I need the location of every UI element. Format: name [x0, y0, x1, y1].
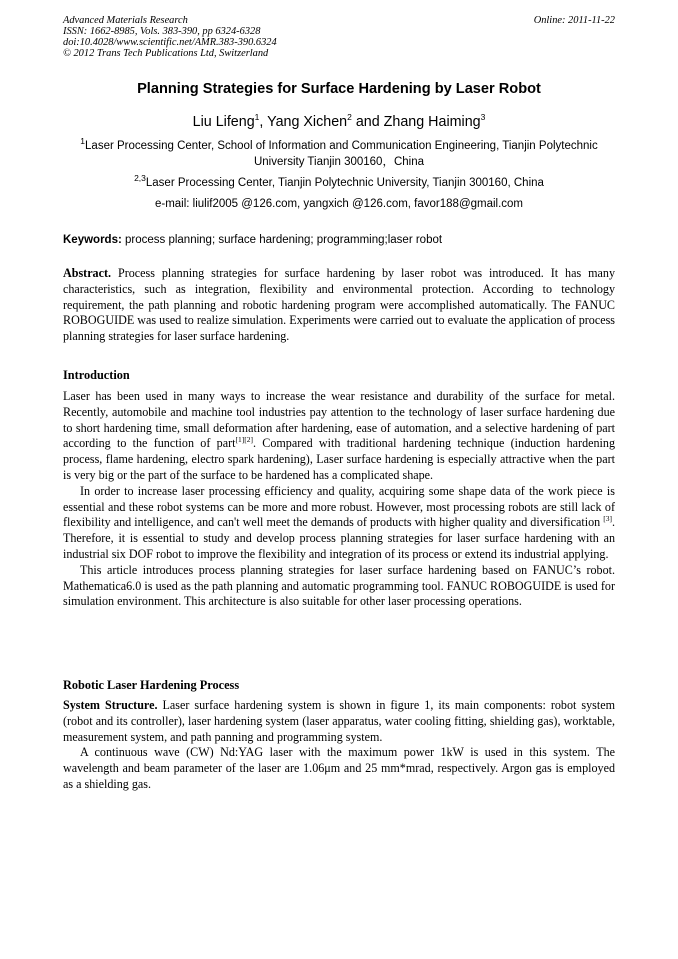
affiliation-1 [80, 138, 598, 170]
abstract-paragraph [63, 266, 615, 345]
paragraph-text: In order to increase laser processing efficiency and quality, acquiring some shape data of the work piece is essential and these robot systems can be more and more robust. However, most processing robots are still lack of flexibility and intelligence, and can't well meet the demands of products with higher quality and diversification [63, 483, 615, 530]
robotic-process-body [63, 698, 615, 793]
paragraph [63, 484, 615, 563]
abstract-text: Process planning strategies for surface hardening by laser robot was introduced. It has many characteristics, such as integration, flexibility and environmental protection. According to technology requirement, the path planning and robotic hardening program were accomplished automatically. The FANUC ROBOGUIDE was used to realize simulation. Experiments were carried out to evaluate the application of process planning strategies for laser surface hardening. [63, 266, 615, 344]
paragraph-text: Laser has been used in many ways to increase the wear resistance and durability of the surface for metal. Recently, automobile and machine tool industries pay attention to the technology of laser surface hardening due to short hardening time, small deformation after hardening, ease of automation, and a selective hardening of part according to the function of part [63, 389, 615, 451]
issn-line: ISSN: 1662-8985, Vols. 383-390, pp 6324-6328 [63, 26, 261, 38]
author-superscript: 2 [347, 112, 352, 123]
author-name: Yang Xichen [267, 114, 348, 130]
abstract-label: Abstract. [63, 266, 112, 280]
paragraph [63, 389, 615, 484]
keywords-text: process planning; surface hardening; programming;laser robot [121, 234, 443, 246]
section-heading-robotic-process: Robotic Laser Hardening Process [63, 678, 240, 692]
journal-name: Advanced Materials Research [63, 15, 188, 26]
author-and: and [351, 114, 384, 130]
affiliation-2 [80, 175, 598, 191]
affiliation-superscript: 2,3 [134, 173, 146, 184]
online-date: Online: 2011-11-22 [533, 15, 615, 26]
doi-line[interactable]: doi:10.4028/www.scientific.net/AMR.383-390.6324 [63, 37, 277, 49]
affiliation-text: Laser Processing Center, School of Information and Communication Engineering, Tianjin Polytechnic University Tianjin 300160，China [85, 140, 598, 168]
paragraph-text: Laser surface hardening system is shown in figure 1, its main components: robot system (robot and its controller), laser hardening system (laser apparatus, water cooling fitting, shielding gas), worktable, measurement system, and path panning and programming system. [63, 698, 615, 744]
subsection-label: System Structure. [63, 698, 158, 712]
author-list [63, 113, 615, 131]
paragraph [63, 698, 615, 745]
keywords-line [63, 232, 615, 248]
paper-title: Planning Strategies for Surface Hardening by Laser Robot [137, 81, 541, 97]
author-name: Zhang Haiming [383, 114, 481, 130]
author-name: Liu Lifeng [192, 114, 255, 130]
affiliation-text: Laser Processing Center, Tianjin Polytechnic University, Tianjin 300160, China [145, 177, 544, 189]
paragraph: This article introduces process planning strategies for laser surface hardening based on FANUC’s robot. Mathematica6.0 is used as the path planning and automatic programming tool. FANUC ROBOGUIDE is used for simulation environment. This architecture is also suitable for other laser processing operations. [63, 562, 615, 609]
introduction-body [63, 389, 615, 610]
citation[interactable]: [3] [603, 514, 612, 524]
affiliation-superscript: 1 [80, 136, 86, 147]
citation[interactable]: [1][2] [235, 435, 253, 445]
paragraph-text: . Compared with traditional hardening technique (induction hardening process, flame hardening, electro spark hardening), Laser surface hardening is especially attractive when the part is very big or the part of the surface to be hardened has a complicated shape. [63, 436, 615, 482]
journal-header [63, 15, 615, 59]
section-heading-introduction: Introduction [63, 368, 130, 382]
email-line[interactable]: e-mail: liulif2005 @126.com, yangxich @126.com, favor188@gmail.com [154, 198, 524, 210]
paragraph-text: . Therefore, it is essential to study and develop process planning strategies for laser surface hardening with an industrial six DOF robot to improve the flexibility and integration of its process or extend its industrial applying. [63, 515, 615, 561]
author-superscript: 3 [480, 112, 486, 123]
author-superscript: 1 [254, 112, 260, 123]
author-separator: , [259, 114, 268, 130]
paragraph: A continuous wave (CW) Nd:YAG laser with the maximum power 1kW is used in this system. The wavelength and beam parameter of the laser are 1.06μm and 25 mm*mrad, respectively. Argon gas is employed as a shielding gas. [63, 745, 615, 791]
keywords-label: Keywords: [63, 234, 122, 246]
copyright-line: © 2012 Trans Tech Publications Ltd, Switzerland [63, 48, 269, 60]
